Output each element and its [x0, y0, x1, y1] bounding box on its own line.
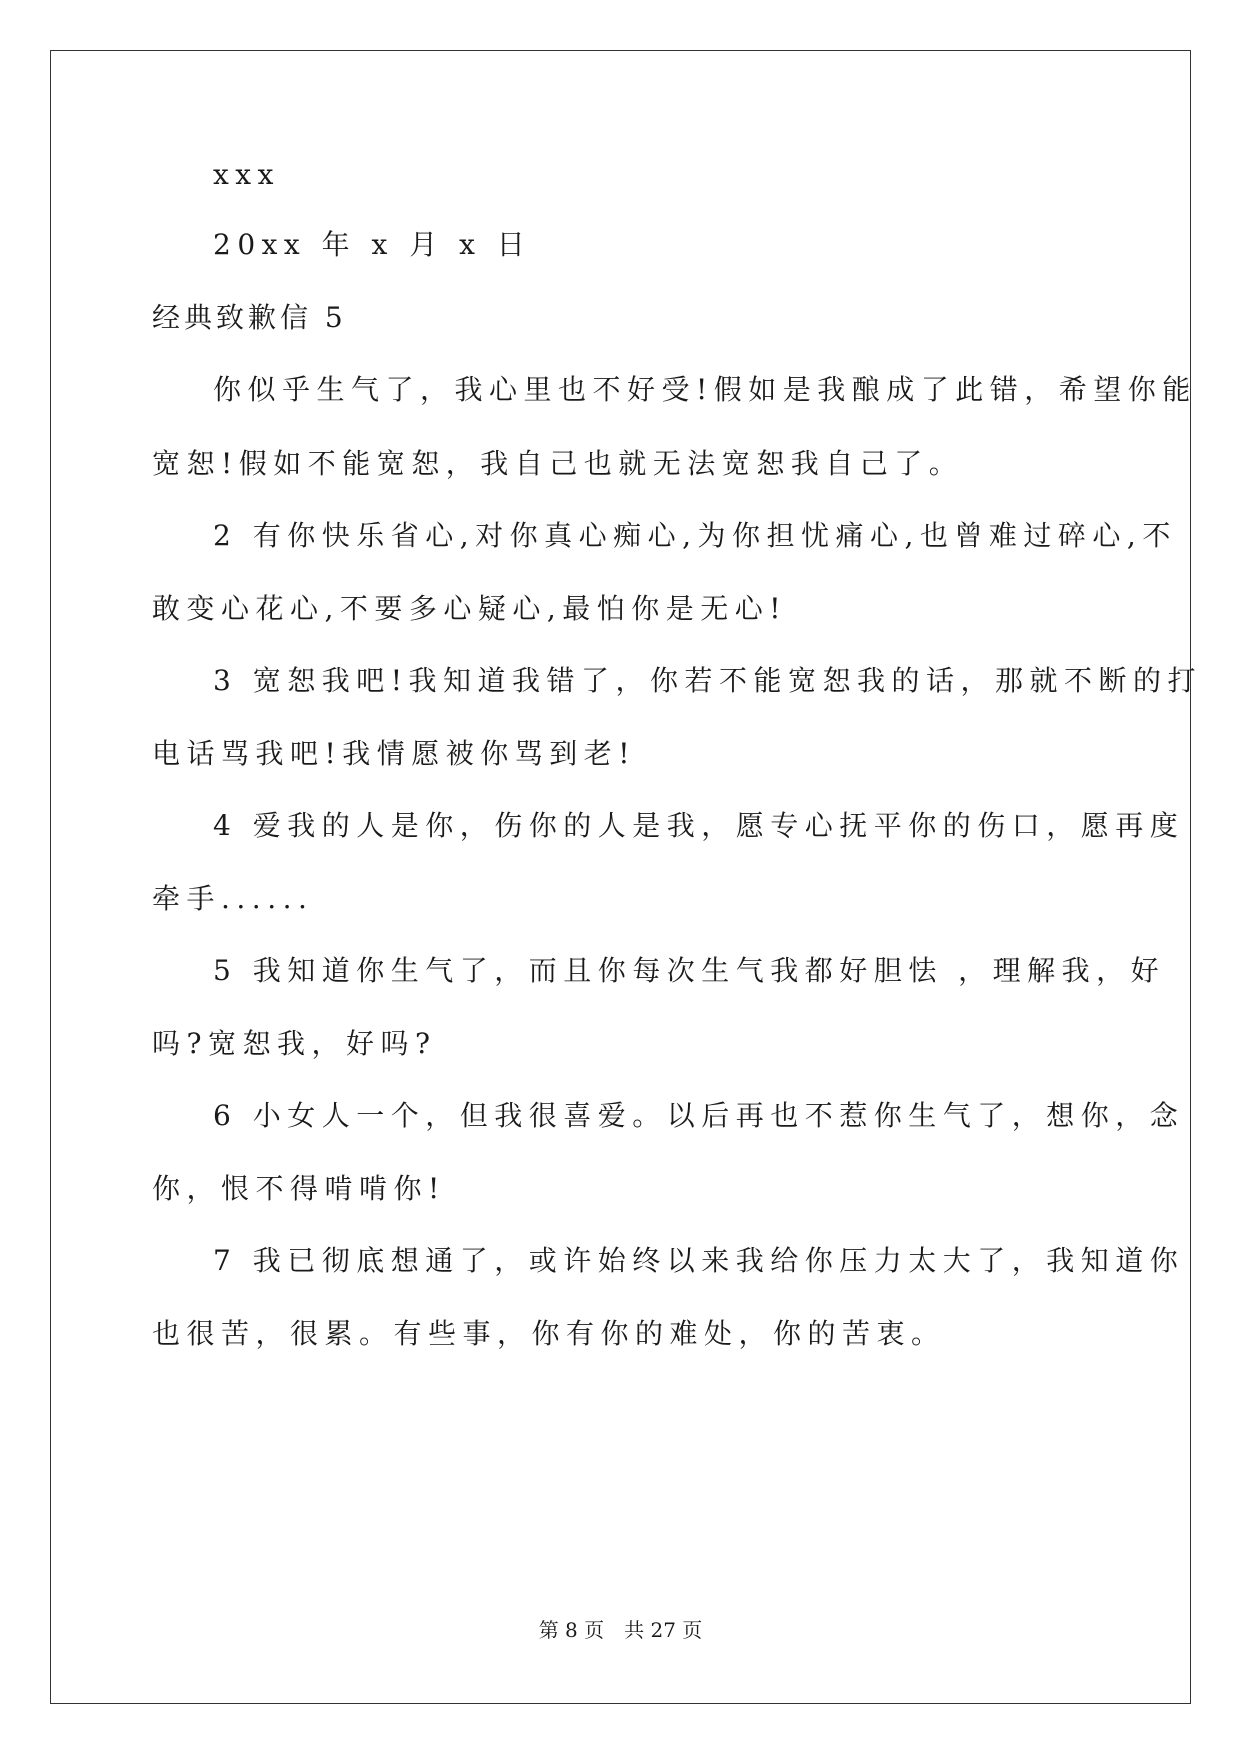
page-total: 共 27 页	[624, 1618, 703, 1642]
page-number: 第 8 页	[538, 1618, 605, 1642]
paragraph-line: 吗?宽恕我，好吗?	[152, 1027, 437, 1060]
paragraph-line: 你，恨不得啃啃你!	[152, 1172, 446, 1205]
paragraph-line: 6 小女人一个，但我很喜爱。以后再也不惹你生气了，想你，念	[213, 1099, 1185, 1132]
paragraph-line: 3 宽恕我吧!我知道我错了，你若不能宽恕我的话，那就不断的打	[213, 664, 1202, 697]
paragraph-line: 也很苦，很累。有些事，你有你的难处，你的苦衷。	[152, 1317, 946, 1350]
paragraph-line: 电话骂我吧!我情愿被你骂到老!	[152, 737, 637, 770]
signature: xxx	[213, 158, 280, 191]
paragraph-line: 敢变心花心,不要多心疑心,最怕你是无心!	[152, 592, 788, 625]
paragraph-line: 4 爱我的人是你，伤你的人是我，愿专心抚平你的伤口，愿再度	[213, 809, 1185, 842]
paragraph-line: 2 有你快乐省心,对你真心痴心,为你担忧痛心,也曾难过碎心,不	[213, 519, 1177, 552]
paragraph-line: 你似乎生气了，我心里也不好受!假如是我酿成了此错，希望你能	[213, 373, 1197, 406]
section-title: 经典致歉信 5	[152, 301, 347, 334]
date-line: 20xx 年 x 月 x 日	[213, 228, 532, 261]
paragraph-line: 7 我已彻底想通了，或许始终以来我给你压力太大了，我知道你	[213, 1244, 1185, 1277]
paragraph-line: 5 我知道你生气了，而且你每次生气我都好胆怯 ，理解我，好	[213, 954, 1166, 987]
page-footer	[0, 1616, 1241, 1644]
paragraph-line: 牵手......	[152, 882, 314, 915]
paragraph-line: 宽恕!假如不能宽恕，我自己也就无法宽恕我自己了。	[152, 447, 964, 480]
